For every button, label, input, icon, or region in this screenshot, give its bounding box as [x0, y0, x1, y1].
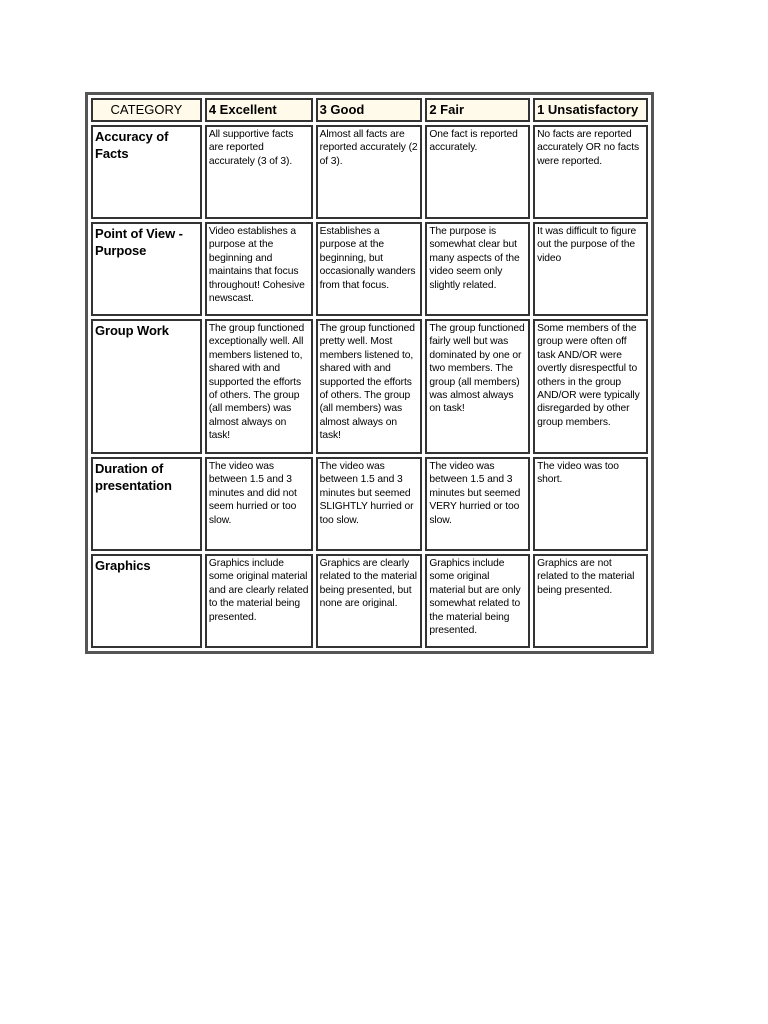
table-row: [91, 554, 648, 648]
header-category: CATEGORY: [91, 98, 202, 122]
table-cell: Establishes a purpose at the beginning, but occasionally wanders from that focus.: [316, 222, 423, 316]
row-category: Point of View - Purpose: [91, 222, 202, 316]
table-row: [91, 125, 648, 219]
header-fair: 2 Fair: [425, 98, 530, 122]
table-cell: Video establishes a purpose at the beginning and maintains that focus throughout! Cohesive newscast.: [205, 222, 313, 316]
table-cell: All supportive facts are reported accurately (3 of 3).: [205, 125, 313, 219]
table-cell: Almost all facts are reported accurately (2 of 3).: [316, 125, 423, 219]
row-category: Accuracy of Facts: [91, 125, 202, 219]
table-cell: The video was between 1.5 and 3 minutes but seemed SLIGHTLY hurried or too slow.: [316, 457, 423, 551]
table-cell: The group functioned pretty well. Most members listened to, shared with and supported the efforts of others. The group (all members) was almost always on task!: [316, 319, 423, 454]
row-category: Duration of presentation: [91, 457, 202, 551]
header-row: [91, 98, 648, 122]
table-cell: Graphics include some original material and are clearly related to the material being presented.: [205, 554, 313, 648]
header-unsatisfactory: 1 Unsatisfactory: [533, 98, 648, 122]
table-cell: The purpose is somewhat clear but many aspects of the video seem only slightly related.: [425, 222, 530, 316]
table-cell: The video was too short.: [533, 457, 648, 551]
table-cell: Some members of the group were often off task AND/OR were overtly disrespectful to others in the group AND/OR were typically disregarded by other group members.: [533, 319, 648, 454]
table-cell: One fact is reported accurately.: [425, 125, 530, 219]
row-category: Graphics: [91, 554, 202, 648]
table-cell: Graphics are not related to the material being presented.: [533, 554, 648, 648]
header-excellent: 4 Excellent: [205, 98, 313, 122]
table-cell: Graphics include some original material but are only somewhat related to the material being presented.: [425, 554, 530, 648]
table-row: [91, 222, 648, 316]
header-good: 3 Good: [316, 98, 423, 122]
rubric-table: [85, 92, 654, 654]
table-row: [91, 457, 648, 551]
table-cell: It was difficult to figure out the purpose of the video: [533, 222, 648, 316]
table-row: [91, 319, 648, 454]
table-cell: The group functioned fairly well but was dominated by one or two members. The group (all members) was almost always on task!: [425, 319, 530, 454]
table-cell: The video was between 1.5 and 3 minutes but seemed VERY hurried or too slow.: [425, 457, 530, 551]
table-cell: The group functioned exceptionally well. All members listened to, shared with and supported the efforts of others. The group (all members) was almost always on task!: [205, 319, 313, 454]
table-cell: No facts are reported accurately OR no facts were reported.: [533, 125, 648, 219]
row-category: Group Work: [91, 319, 202, 454]
table-cell: The video was between 1.5 and 3 minutes and did not seem hurried or too slow.: [205, 457, 313, 551]
table-cell: Graphics are clearly related to the material being presented, but none are original.: [316, 554, 423, 648]
